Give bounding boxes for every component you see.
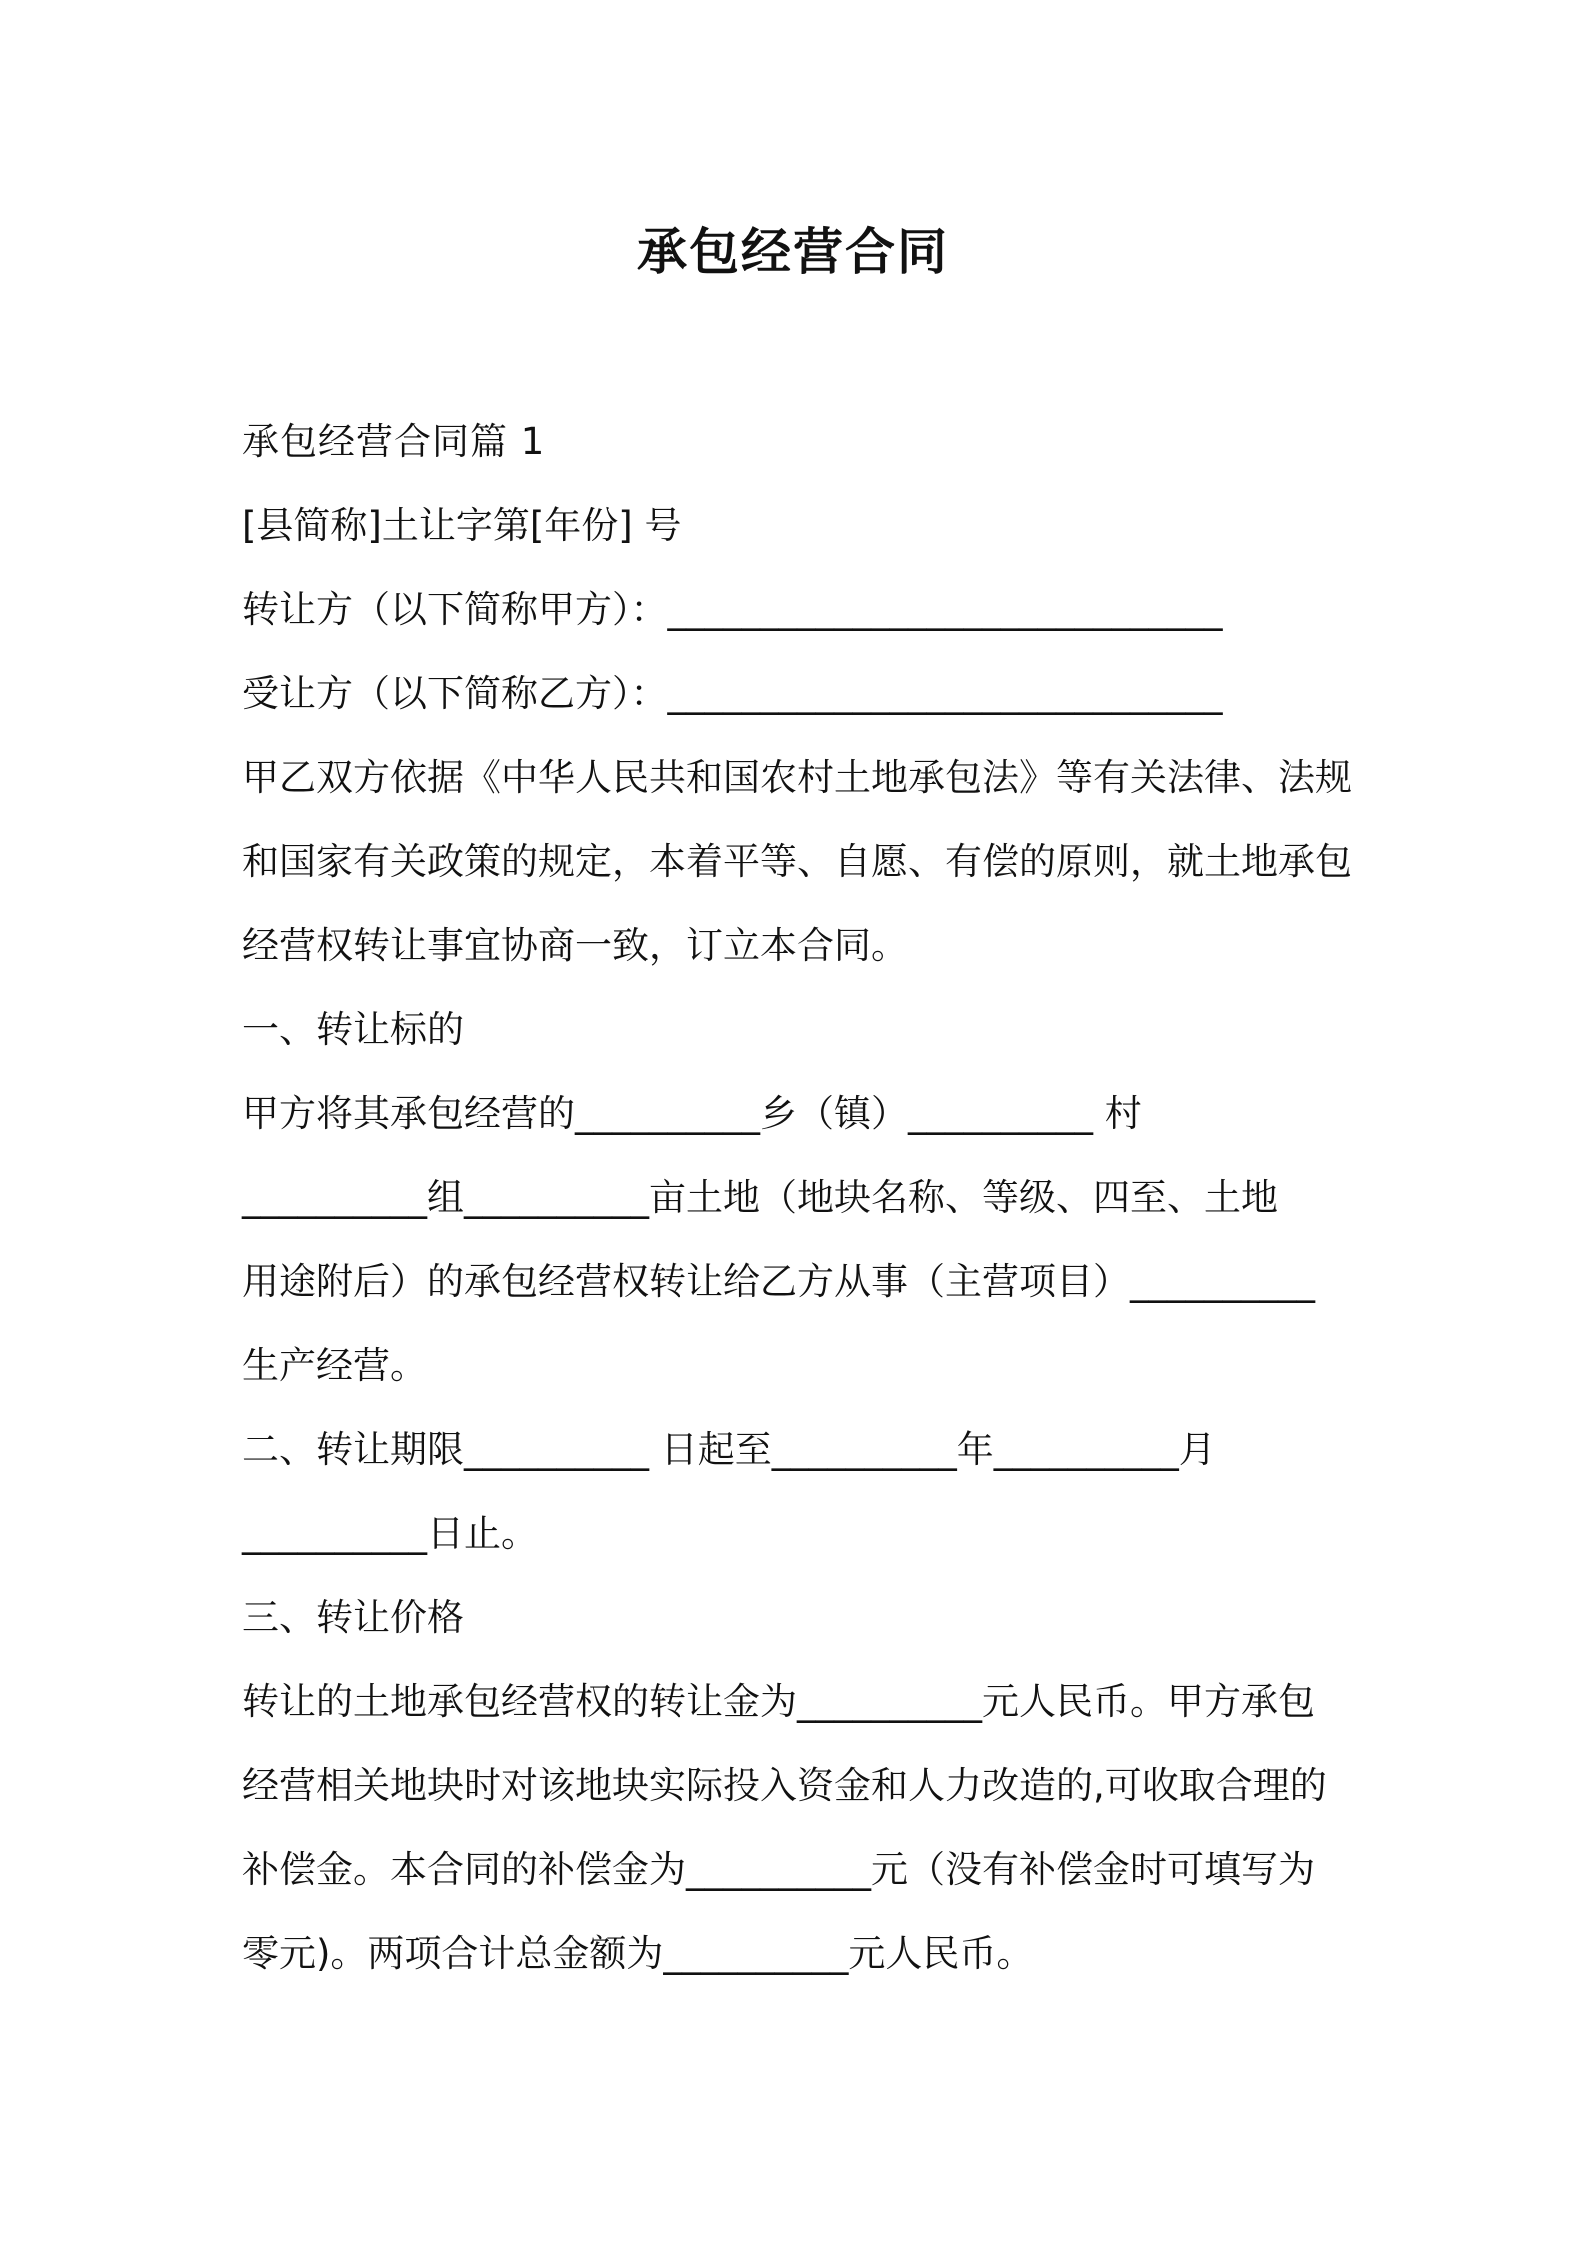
contract-subtitle: 承包经营合同篇 1 (242, 420, 546, 463)
intro-line: 甲乙双方依据《中华人民共和国农村土地承包法》等有关法律、法规 (242, 756, 1352, 799)
section1-line: 用途附后）的承包经营权转让给乙方从事（主营项目）__________ (242, 1260, 1315, 1303)
document-body (242, 400, 1352, 1996)
party-b-line: 受让方（以下简称乙方）：______________________________ (242, 672, 1223, 715)
section2-line: 二、转让期限__________ 日起至__________年__________月 (242, 1428, 1216, 1471)
section3-line: 补偿金。本合同的补偿金为__________元（没有补偿金时可填写为 (242, 1848, 1315, 1891)
document-title: 承包经营合同 (637, 223, 949, 281)
section3-line: 转让的土地承包经营权的转让金为__________元人民币。甲方承包 (242, 1680, 1315, 1723)
intro-line: 经营权转让事宜协商一致，订立本合同。 (242, 924, 908, 967)
section3-line: 经营相关地块时对该地块实际投入资金和人力改造的,可收取合理的 (242, 1764, 1327, 1807)
section-heading-transfer-price: 三、转让价格 (242, 1596, 464, 1639)
section1-line: 甲方将其承包经营的__________乡（镇）__________ 村 (242, 1092, 1142, 1135)
section3-line: 零元)。两项合计总金额为__________元人民币。 (242, 1932, 1034, 1975)
intro-line: 和国家有关政策的规定，本着平等、自愿、有偿的原则，就土地承包 (242, 840, 1352, 883)
section-heading-transfer-subject: 一、转让标的 (242, 1008, 464, 1051)
section1-line: 生产经营。 (242, 1344, 427, 1387)
document-number: [县简称]土让字第[年份] 号 (242, 504, 682, 547)
section1-line: __________组__________亩土地（地块名称、等级、四至、土地 (242, 1176, 1278, 1219)
section2-line: __________日止。 (242, 1512, 538, 1555)
party-a-line: 转让方（以下简称甲方）：______________________________ (242, 588, 1223, 631)
